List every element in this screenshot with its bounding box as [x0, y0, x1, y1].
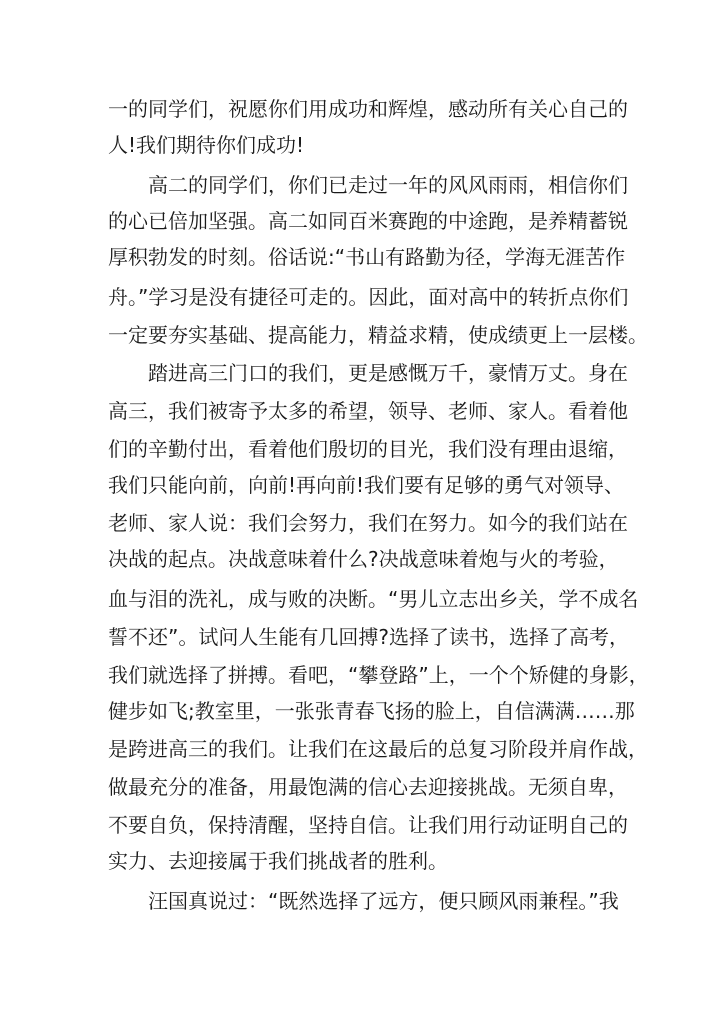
text-line: 舟。”学习是没有捷径可走的。因此，面对高中的转折点你们 [108, 285, 629, 309]
paragraph-first-line: 汪国真说过：“既然选择了远方，便只顾风雨兼程。”我 [148, 889, 619, 913]
text-line: 我们就选择了拼搏。看吧，“攀登路”上，一个个矫健的身影， [108, 663, 649, 687]
text-line: 血与泪的洗礼，成与败的决断。“男儿立志出乡关，学不成名 [108, 587, 639, 611]
paragraph-first-line: 高二的同学们，你们已走过一年的风风雨雨，相信你们 [148, 173, 628, 197]
text-line: 做最充分的准备，用最饱满的信心去迎接挑战。无须自卑， [108, 775, 628, 799]
text-line: 实力、去迎接属于我们挑战者的胜利。 [108, 849, 448, 873]
text-line: 不要自负，保持清醒，坚持自信。让我们用行动证明自己的 [108, 813, 628, 837]
text-line: 们的辛勤付出，看着他们殷切的目光，我们没有理由退缩， [108, 437, 628, 461]
paragraph-first-line: 踏进高三门口的我们，更是感慨万千，豪情万丈。身在 [148, 361, 628, 385]
text-line: 我们只能向前，向前!再向前!我们要有足够的勇气对领导、 [108, 473, 625, 497]
text-line: 人!我们期待你们成功! [108, 133, 305, 157]
text-line: 健步如飞;教室里，一张张青春飞扬的脸上，自信满满……那 [108, 699, 635, 723]
text-line: 高三，我们被寄予太多的希望，领导、老师、家人。看着他 [108, 399, 628, 423]
text-line: 是跨进高三的我们。让我们在这最后的总复习阶段并肩作战， [108, 737, 648, 761]
text-line: 一定要夯实基础、提高能力，精益求精，使成绩更上一层楼。 [108, 323, 648, 347]
text-line: 老师、家人说：我们会努力，我们在努力。如今的我们站在 [108, 511, 628, 535]
text-line: 决战的起点。决战意味着什么?决战意味着炮与火的考验， [108, 547, 619, 571]
text-line: 一的同学们，祝愿你们用成功和辉煌，感动所有关心自己的 [108, 97, 628, 121]
text-line: 誓不还”。试问人生能有几回搏?选择了读书，选择了高考， [108, 625, 629, 649]
text-line: 厚积勃发的时刻。俗话说:“书山有路勤为径，学海无涯苦作 [108, 245, 626, 269]
text-line: 的心已倍加坚强。高二如同百米赛跑的中途跑，是养精蓄锐 [108, 209, 628, 233]
